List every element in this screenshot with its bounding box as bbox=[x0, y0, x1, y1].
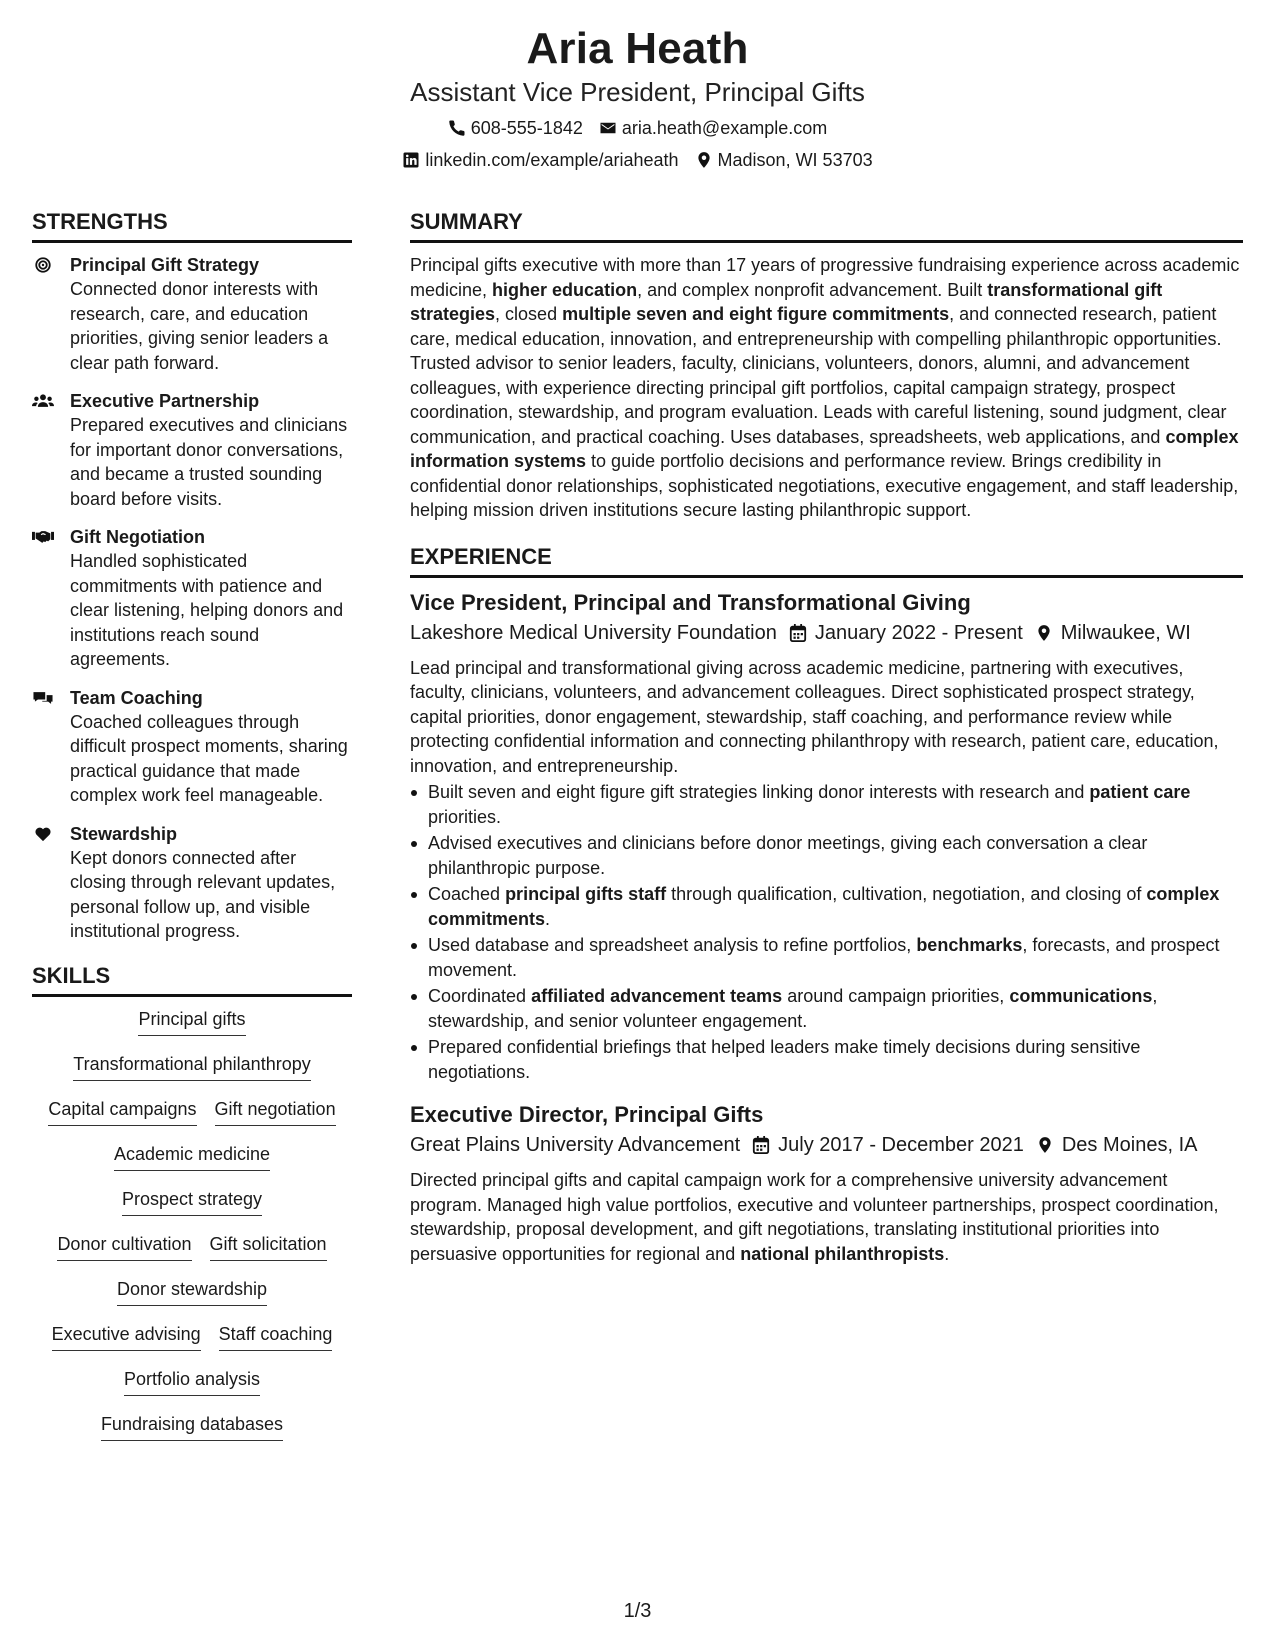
text-run: Coordinated bbox=[428, 986, 532, 1006]
text-run: . bbox=[944, 1243, 950, 1264]
handshake-icon bbox=[32, 525, 70, 672]
bold-phrase: principal gifts staff bbox=[505, 884, 667, 904]
text-run: priorities. bbox=[428, 806, 502, 827]
job-dates bbox=[789, 618, 1023, 648]
job-bullet bbox=[410, 831, 1243, 880]
target-icon bbox=[32, 253, 70, 375]
skill-row bbox=[73, 1052, 310, 1097]
strength-name: Gift Negotiation bbox=[70, 527, 205, 547]
bold-phrase: multiple seven and eight figure commitments bbox=[562, 304, 950, 324]
strength-item bbox=[32, 686, 352, 808]
skill-row bbox=[138, 1007, 245, 1052]
strength-name: Team Coaching bbox=[70, 687, 203, 708]
text-run: to guide portfolio decisions and performance review. Brings credibility in confidential donor relationships, sophisticated negotiations, executive engagement, and staff leadership, helping mission driven institutions secure lasting philanthropic support. bbox=[410, 451, 1239, 520]
text-run: Coached bbox=[428, 884, 506, 904]
text-run: Prepared confidential briefings that helped leaders make timely decisions during sensitive negotiations. bbox=[428, 1037, 1141, 1082]
skill-row bbox=[117, 1277, 267, 1322]
strength-body bbox=[70, 389, 352, 511]
job-dates-text: July 2017 - December 2021 bbox=[778, 1134, 1024, 1156]
strength-description: Prepared executives and clinicians for important donor conversations, and became a trusted sounding board before visits. bbox=[70, 415, 348, 509]
jobs-list bbox=[410, 588, 1243, 1267]
envelope-icon bbox=[599, 119, 617, 137]
job-description bbox=[410, 656, 1243, 779]
candidate-title: Assistant Vice President, Principal Gifts bbox=[410, 77, 865, 107]
strength-name: Executive Partnership bbox=[70, 391, 260, 411]
job-meta bbox=[410, 618, 1243, 648]
map-pin-icon bbox=[1035, 623, 1053, 643]
skill-tag: Academic medicine bbox=[114, 1142, 270, 1171]
location-contact bbox=[695, 148, 873, 172]
skill-row bbox=[122, 1187, 262, 1232]
strength-item bbox=[32, 525, 352, 672]
bold-phrase: complex commitments bbox=[428, 884, 1220, 929]
job-meta bbox=[410, 1130, 1243, 1160]
text-run: , closed bbox=[495, 304, 563, 324]
summary-text bbox=[410, 253, 1243, 523]
job-location bbox=[1036, 1130, 1198, 1160]
strength-body bbox=[70, 822, 352, 944]
job-organization: Great Plains University Advancement bbox=[410, 1134, 741, 1156]
summary-heading: SUMMARY bbox=[410, 208, 1243, 243]
bold-phrase: higher education bbox=[492, 279, 638, 300]
skill-row bbox=[57, 1232, 326, 1277]
skills-section bbox=[32, 962, 352, 1457]
calendar-icon bbox=[789, 623, 807, 643]
job-location bbox=[1035, 618, 1191, 648]
job-dates bbox=[752, 1130, 1024, 1160]
text-run: , forecasts, and prospect movement. bbox=[428, 935, 1220, 980]
strength-item bbox=[32, 389, 352, 511]
job-bullets bbox=[410, 780, 1243, 1084]
right-column bbox=[410, 208, 1243, 1282]
experience-section bbox=[410, 543, 1243, 1267]
strength-description: Kept donors connected after closing through relevant updates, personal follow up, and visible institutional progress. bbox=[70, 847, 336, 941]
resume-header bbox=[0, 22, 1275, 172]
skills-list bbox=[32, 1007, 352, 1457]
text-run: . bbox=[545, 908, 551, 929]
text-run: , and complex nonprofit advancement. Built bbox=[637, 279, 988, 300]
text-run: through qualification, cultivation, negotiation, and closing of bbox=[666, 884, 1147, 904]
phone-icon bbox=[448, 119, 466, 137]
strength-item bbox=[32, 822, 352, 944]
strength-description: Handled sophisticated commitments with patience and clear listening, helping donors and institutions reach sound agreements. bbox=[70, 551, 344, 669]
bold-phrase: communications bbox=[1009, 986, 1153, 1006]
skills-heading: SKILLS bbox=[32, 962, 352, 997]
job-bullet bbox=[410, 984, 1243, 1033]
skill-row bbox=[114, 1142, 270, 1187]
skill-tag: Transformational philanthropy bbox=[73, 1052, 310, 1081]
map-pin-icon bbox=[1036, 1135, 1054, 1155]
job-entry bbox=[410, 588, 1243, 1085]
heart-icon bbox=[32, 822, 70, 944]
bold-phrase: complex information systems bbox=[410, 426, 1239, 471]
job-title: Vice President, Principal and Transformational Giving bbox=[410, 589, 971, 615]
text-run: Directed principal gifts and capital campaign work for a comprehensive university advancement program. Managed high value portfolios, executive and volunteer partnerships, prospect coordination, stewardship, proposal development, and gift negotiations, translating institutional priorities into persuasive opportunities for regional and bbox=[410, 1170, 1219, 1264]
job-organization: Lakeshore Medical University Foundation bbox=[410, 621, 777, 644]
job-title: Executive Director, Principal Gifts bbox=[410, 1102, 764, 1127]
strengths-heading: STRENGTHS bbox=[32, 208, 352, 243]
strength-body bbox=[70, 253, 352, 375]
location-text: Madison, WI 53703 bbox=[717, 150, 873, 170]
job-location-text: Des Moines, IA bbox=[1061, 1134, 1198, 1156]
contact-row-1 bbox=[0, 116, 1275, 140]
text-run: , and connected research, patient care, medical education, innovation, and entrepreneurship with compelling philanthropic opportunities. Trusted advisor to senior leaders, faculty, clinicians, volunteers, donors, alumni, and advancement colleagues, with experience directing principal gift portfolios, capital campaign strategy, prospect coordination, stewardship, and program evaluation. Leads with careful listening, sound judgment, clear communication, and practical coaching. Uses databases, spreadsheets, web applications, and bbox=[410, 304, 1227, 447]
left-column bbox=[32, 208, 352, 1457]
comments-icon bbox=[32, 686, 70, 808]
skill-tag: Staff coaching bbox=[219, 1322, 333, 1351]
job-bullet bbox=[410, 1035, 1243, 1084]
job-location-text: Milwaukee, WI bbox=[1060, 621, 1191, 644]
strength-body bbox=[70, 686, 352, 808]
text-run: Built seven and eight figure gift strategies linking donor interests with research and bbox=[428, 782, 1090, 802]
page-number: 1/3 bbox=[623, 1600, 652, 1622]
linkedin-text[interactable]: linkedin.com/example/ariaheath bbox=[425, 150, 679, 170]
strength-body bbox=[70, 525, 352, 672]
skill-row bbox=[52, 1322, 333, 1367]
bold-phrase: transformational gift strategies bbox=[410, 279, 1163, 324]
skill-row bbox=[101, 1412, 283, 1457]
skill-row bbox=[124, 1367, 260, 1412]
bold-phrase: national philanthropists bbox=[740, 1243, 945, 1264]
strength-item bbox=[32, 253, 352, 375]
strength-name: Principal Gift Strategy bbox=[70, 255, 260, 275]
email-contact[interactable] bbox=[599, 116, 827, 140]
skill-tag: Capital campaigns bbox=[48, 1097, 196, 1126]
text-run: Lead principal and transformational giving across academic medicine, partnering with executives, faculty, clinicians, volunteers, and advancement colleagues. Direct sophisticated prospect strategy, capital priorities, donor engagement, stewardship, staff coaching, and performance review while protecting confidential information and connecting philanthropy with research, patient care, education, innovation, and entrepreneurship. bbox=[410, 657, 1219, 776]
skill-row bbox=[48, 1097, 335, 1142]
skill-tag: Prospect strategy bbox=[122, 1187, 262, 1216]
strength-description: Coached colleagues through difficult prospect moments, sharing practical guidance that made complex work feel manageable. bbox=[70, 711, 348, 805]
skill-tag: Donor stewardship bbox=[117, 1277, 267, 1306]
bold-phrase: benchmarks bbox=[916, 935, 1023, 955]
strength-name: Stewardship bbox=[70, 823, 178, 844]
skill-tag: Donor cultivation bbox=[57, 1232, 191, 1261]
email-text[interactable]: aria.heath@example.com bbox=[621, 118, 828, 138]
phone-text: 608-555-1842 bbox=[470, 118, 583, 138]
skill-tag: Portfolio analysis bbox=[124, 1367, 260, 1396]
strengths-list bbox=[32, 253, 352, 944]
skill-tag: Gift solicitation bbox=[210, 1232, 327, 1261]
linkedin-icon bbox=[402, 151, 420, 169]
text-run: , stewardship, and senior volunteer engagement. bbox=[428, 986, 1158, 1031]
job-bullet bbox=[410, 933, 1243, 982]
skill-tag: Principal gifts bbox=[138, 1007, 245, 1036]
phone-contact bbox=[448, 116, 583, 140]
job-bullet bbox=[410, 780, 1243, 829]
users-icon bbox=[32, 389, 70, 511]
contact-row-2 bbox=[0, 148, 1275, 172]
strength-description: Connected donor interests with research, care, and education priorities, giving senior leaders a clear path forward. bbox=[70, 279, 329, 373]
text-run: Advised executives and clinicians before donor meetings, giving each conversation a clear philanthropic purpose. bbox=[428, 833, 1148, 878]
calendar-icon bbox=[752, 1135, 770, 1155]
linkedin-contact[interactable] bbox=[402, 148, 678, 172]
text-run: around campaign priorities, bbox=[782, 986, 1010, 1006]
candidate-name: Aria Heath bbox=[526, 24, 749, 73]
text-run: Used database and spreadsheet analysis to refine portfolios, bbox=[428, 935, 917, 955]
map-pin-icon bbox=[695, 151, 713, 169]
job-bullet bbox=[410, 882, 1243, 931]
skill-tag: Fundraising databases bbox=[101, 1412, 283, 1441]
skill-tag: Executive advising bbox=[52, 1322, 201, 1351]
job-entry bbox=[410, 1100, 1243, 1266]
experience-heading: EXPERIENCE bbox=[410, 543, 1243, 578]
job-description bbox=[410, 1168, 1243, 1266]
bold-phrase: affiliated advancement teams bbox=[531, 986, 783, 1006]
text-run: Principal gifts executive with more than 17 years of progressive fundraising experience across academic medicine, bbox=[410, 255, 1240, 300]
skill-tag: Gift negotiation bbox=[215, 1097, 336, 1126]
job-dates-text: January 2022 - Present bbox=[814, 621, 1023, 644]
bold-phrase: patient care bbox=[1089, 782, 1191, 802]
